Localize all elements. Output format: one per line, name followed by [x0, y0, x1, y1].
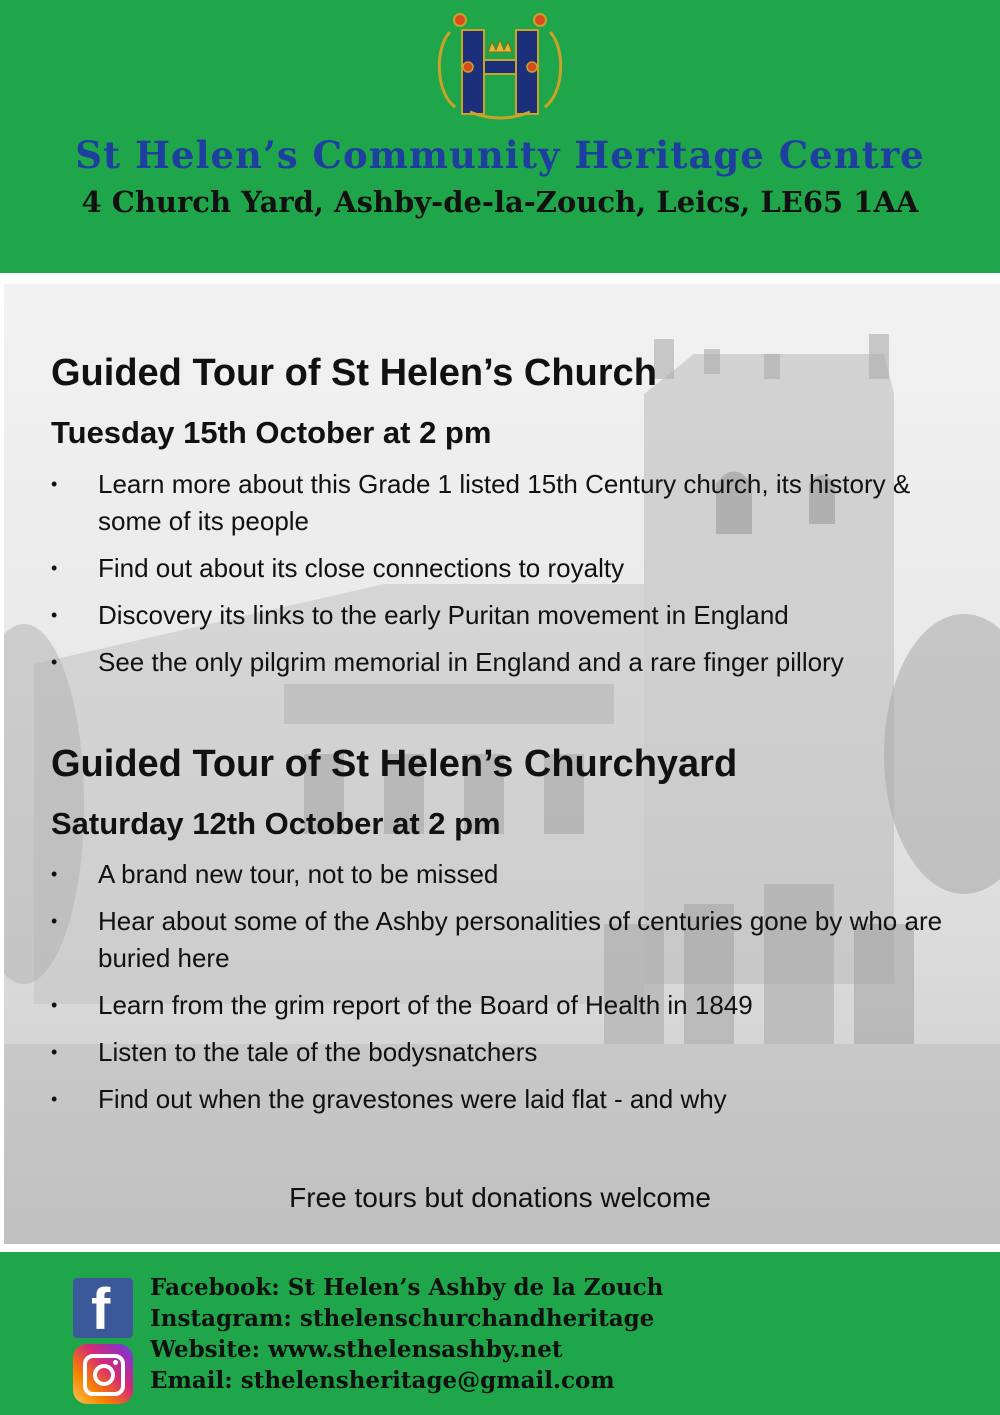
tour1-title: Guided Tour of St Helen’s Church [51, 352, 657, 394]
instagram-icon[interactable] [73, 1344, 133, 1404]
list-item: • Hear about some of the Ashby personalities of centuries gone by who are buried here [51, 903, 951, 977]
list-item: • Learn more about this Grade 1 listed 15th Century church, its history & some of its people [51, 466, 951, 540]
tour1-date: Tuesday 15th October at 2 pm [51, 415, 492, 450]
bullet-icon: • [51, 474, 58, 494]
bullet-icon: • [51, 864, 58, 884]
tour2-bullet-list [51, 856, 951, 1128]
facebook-link[interactable]: Facebook: St Helen’s Ashby de la Zouch [150, 1274, 664, 1301]
email-link[interactable]: Email: sthelensheritage@gmail.com [150, 1367, 615, 1394]
list-item: • Find out when the gravestones were laid flat - and why [51, 1081, 951, 1118]
list-item: • A brand new tour, not to be missed [51, 856, 951, 893]
list-item: • Learn from the grim report of the Board of Health in 1849 [51, 987, 951, 1024]
tour2-date: Saturday 12th October at 2 pm [51, 806, 501, 841]
tour2-title: Guided Tour of St Helen’s Churchyard [51, 743, 738, 785]
list-item: • See the only pilgrim memorial in England and a rare finger pillory [51, 644, 951, 681]
bullet-icon: • [51, 1042, 58, 1062]
list-item: • Discovery its links to the early Puritan movement in England [51, 597, 951, 634]
bullet-icon: • [51, 911, 58, 931]
list-item: • Find out about its close connections to royalty [51, 550, 951, 587]
instagram-link[interactable]: Instagram: sthelenschurchandheritage [150, 1305, 655, 1332]
header-banner [0, 0, 1000, 273]
tour1-bullet-list [51, 466, 951, 691]
bullet-icon: • [51, 558, 58, 578]
facebook-icon[interactable]: f [73, 1278, 133, 1338]
organisation-address: 4 Church Yard, Ashby-de-la-Zouch, Leics, LE65 1AA [81, 185, 919, 219]
donations-note: Free tours but donations welcome [289, 1182, 711, 1213]
list-item: • Listen to the tale of the bodysnatchers [51, 1034, 951, 1071]
website-link[interactable]: Website: www.sthelensashby.net [150, 1336, 563, 1363]
bullet-icon: • [51, 995, 58, 1015]
bullet-icon: • [51, 605, 58, 625]
bullet-icon: • [51, 1089, 58, 1109]
contact-list [150, 1272, 663, 1396]
crowned-h-monogram-icon [430, 12, 570, 122]
bullet-icon: • [51, 652, 58, 672]
organisation-name: St Helen’s Community Heritage Centre [75, 133, 925, 177]
